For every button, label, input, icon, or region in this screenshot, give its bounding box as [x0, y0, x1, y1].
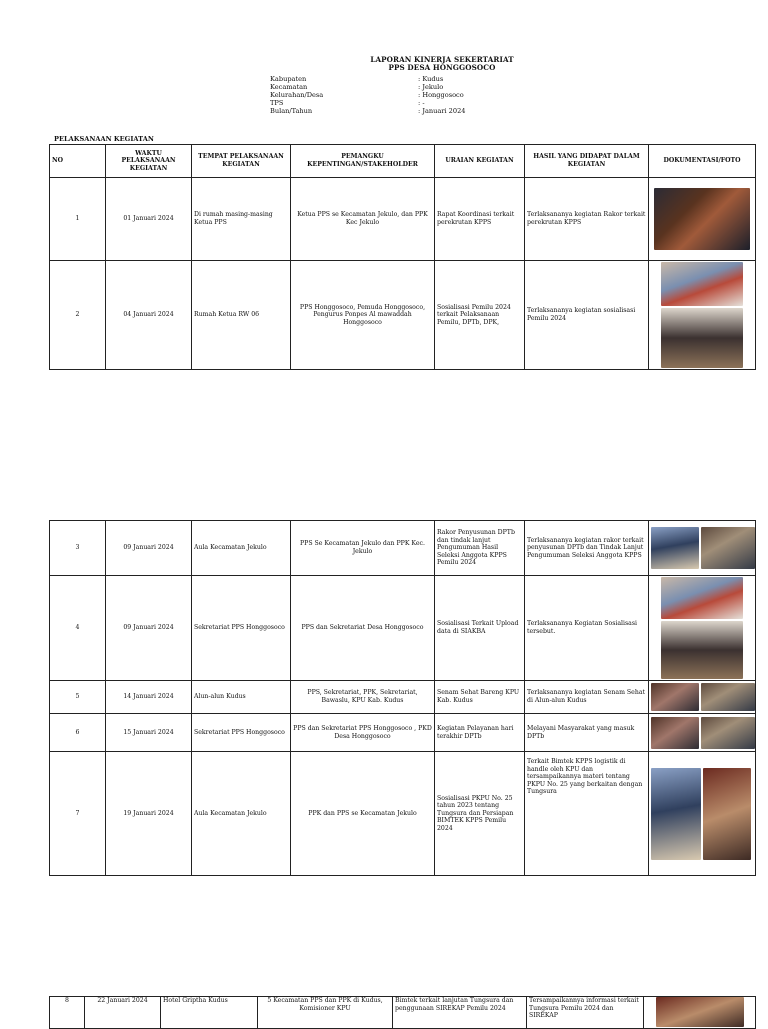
- meta-value-kabupaten: : Kudus: [418, 75, 444, 83]
- cell-waktu: 19 Januari 2024: [106, 752, 192, 876]
- cell-hasil: Terlaksananya kegiatan Rakor terkait perekrutan KPPS: [525, 178, 649, 261]
- audience-photo: [701, 527, 755, 569]
- cell-uraian: Sosialisasi PKPU No. 25 tahun 2023 tentang Tungsura dan Persiapan BIMTEK KPPS Pemilu 2024: [435, 752, 525, 876]
- hotel-hall-photo: [656, 997, 744, 1027]
- cell-no: 1: [50, 178, 106, 261]
- cell-hasil: Melayani Masyarakat yang masuk DPTb: [525, 714, 649, 752]
- cell-pemangku: PPK dan PPS se Kecamatan Jekulo: [291, 752, 435, 876]
- cell-tempat: Aula Kecamatan Jekulo: [192, 752, 291, 876]
- outdoor-group-photo: [661, 577, 743, 619]
- header-uraian: URAIAN KEGIATAN: [435, 145, 525, 178]
- video-call-meeting-photo: [654, 188, 750, 250]
- report-subtitle: PPS DESA HONGGOSOCO: [388, 63, 496, 72]
- crowd-photo: [701, 683, 755, 711]
- cell-uraian: Rapat Koordinasi terkait perekrutan KPPS: [435, 178, 525, 261]
- cell-dokumentasi: [649, 576, 756, 681]
- cell-pemangku: Ketua PPS se Kecamatan Jekulo, dan PPK Kec Jekulo: [291, 178, 435, 261]
- header-hasil: HASIL YANG DIDAPAT DALAM KEGIATAN: [525, 145, 649, 178]
- cell-uraian: Sosialisasi Terkait Upload data di SIAKBA: [435, 576, 525, 681]
- cell-pemangku: PPS Honggosoco, Pemuda Honggosoco, Pengurus Ponpes Al mawaddah Honggosoco: [291, 261, 435, 370]
- cell-no: 8: [50, 997, 85, 1029]
- cell-waktu: 04 Januari 2024: [106, 261, 192, 370]
- cell-waktu: 22 Januari 2024: [85, 997, 161, 1029]
- table-row: [50, 178, 756, 261]
- cell-no: 4: [50, 576, 106, 681]
- meta-value-tps: : -: [418, 99, 425, 107]
- cell-dokumentasi: [649, 714, 756, 752]
- meta-key-kelurahan: Kelurahan/Desa: [270, 91, 324, 99]
- cell-waktu: 15 Januari 2024: [106, 714, 192, 752]
- activity-table-part-3: [49, 996, 756, 1029]
- cell-dokumentasi: [649, 681, 756, 714]
- cell-waktu: 14 Januari 2024: [106, 681, 192, 714]
- meta-value-kelurahan: : Honggosoco: [418, 91, 464, 99]
- seated-women-photo: [661, 308, 743, 368]
- table-row: [50, 261, 756, 370]
- meta-key-tps: TPS: [270, 99, 284, 107]
- service-desk-photo: [651, 717, 699, 749]
- cell-waktu: 09 Januari 2024: [106, 576, 192, 681]
- cell-pemangku: PPS dan Sekretariat Desa Honggosoco: [291, 576, 435, 681]
- crowd-photo: [651, 683, 699, 711]
- header-dokumentasi: DOKUMENTASI/FOTO: [649, 145, 756, 178]
- table-header-row: [50, 145, 756, 178]
- cell-pemangku: PPS dan Sekretariat PPS Honggosoco , PKD Desa Honggosoco: [291, 714, 435, 752]
- cell-uraian: Sosialisasi Pemilu 2024 terkait Pelaksanaan Pemilu, DPTb, DPK,: [435, 261, 525, 370]
- cell-no: 5: [50, 681, 106, 714]
- cell-tempat: Hotel Griptha Kudus: [161, 997, 258, 1029]
- table-row: [50, 752, 756, 876]
- table-row: [50, 576, 756, 681]
- cell-tempat: Sekretariat PPS Honggosoco: [192, 714, 291, 752]
- cell-dokumentasi: [649, 261, 756, 370]
- cell-tempat: Aula Kecamatan Jekulo: [192, 521, 291, 576]
- audience-photo: [703, 768, 751, 860]
- cell-hasil: Terlaksananya Kegiatan Sosialisasi tersebut.: [525, 576, 649, 681]
- cell-hasil: Terlaksananya kegiatan Senam Sehat di Alun-alun Kudus: [525, 681, 649, 714]
- meeting-hall-photo: [651, 527, 699, 569]
- cell-hasil: Terlaksananya kegiatan sosialisasi Pemilu 2024: [525, 261, 649, 370]
- cell-dokumentasi: [649, 521, 756, 576]
- cell-hasil: Terkait Bimtek KPPS logistik di handle oleh KPU dan tersampaikannya materi tentang PKPU No. 25 yang berkaitan dengan Tungsura: [525, 752, 649, 876]
- activity-table-part-1: [49, 144, 756, 370]
- cell-uraian: Kegiatan Pelayanan hari terakhir DPTb: [435, 714, 525, 752]
- table-row: [50, 681, 756, 714]
- cell-waktu: 01 Januari 2024: [106, 178, 192, 261]
- header-waktu: WAKTU PELAKSANAAN KEGIATAN: [106, 145, 192, 178]
- presentation-photo: [651, 768, 701, 860]
- cell-pemangku: 5 Kecamatan PPS dan PPK di Kudus, Komisioner KPU: [258, 997, 393, 1029]
- cell-no: 7: [50, 752, 106, 876]
- cell-hasil: Tersampaikannya informasi terkait Tungsura Pemilu 2024 dan SIREKAP: [527, 997, 644, 1029]
- cell-dokumentasi: [649, 752, 756, 876]
- header-tempat: TEMPAT PELAKSANAAN KEGIATAN: [192, 145, 291, 178]
- cell-tempat: Rumah Ketua RW 06: [192, 261, 291, 370]
- cell-tempat: Di rumah masing-masing Ketua PPS: [192, 178, 291, 261]
- header-pemangku: PEMANGKU KEPENTINGAN/STAKEHOLDER: [291, 145, 435, 178]
- header-no: NO: [50, 145, 106, 178]
- outdoor-group-photo: [661, 262, 743, 306]
- activity-table-part-2: [49, 520, 756, 876]
- section-heading: PELAKSANAAN KEGIATAN: [54, 135, 154, 143]
- report-title: LAPORAN KINERJA SEKERTARIAT: [370, 55, 514, 64]
- meta-value-bulan: : Januari 2024: [418, 107, 466, 115]
- cell-uraian: Rakor Penyusunan DPTb dan tindak lanjut Pengumuman Hasil Seleksi Anggota KPPS Pemilu 2024: [435, 521, 525, 576]
- meta-key-kecamatan: Kecamatan: [270, 83, 308, 91]
- meta-key-bulan: Bulan/Tahun: [270, 107, 313, 115]
- table-row: [50, 521, 756, 576]
- cell-tempat: Alun-alun Kudus: [192, 681, 291, 714]
- cell-uraian: Senam Sehat Bareng KPU Kab. Kudus: [435, 681, 525, 714]
- cell-no: 3: [50, 521, 106, 576]
- cell-no: 6: [50, 714, 106, 752]
- meta-value-kecamatan: : Jekulo: [418, 83, 444, 91]
- cell-no: 2: [50, 261, 106, 370]
- cell-waktu: 09 Januari 2024: [106, 521, 192, 576]
- cell-pemangku: PPS Se Kecamatan Jekulo dan PPK Kec. Jekulo: [291, 521, 435, 576]
- service-desk-photo: [701, 717, 755, 749]
- seated-women-photo: [661, 621, 743, 679]
- cell-tempat: Sekretariat PPS Honggosoco: [192, 576, 291, 681]
- cell-hasil: Terlaksananya kegiatan rakor terkait penyusunan DPTb dan Tindak Lanjut Pengumuman Seleksi Anggota KPPS: [525, 521, 649, 576]
- cell-pemangku: PPS, Sekretariat, PPK, Sekretariat, Bawaslu, KPU Kab. Kudus: [291, 681, 435, 714]
- cell-uraian: Bimtek terkait lanjutan Tungsura dan penggunaan SIREKAP Pemilu 2024: [393, 997, 527, 1029]
- meta-key-kabupaten: Kabupaten: [270, 75, 307, 83]
- table-row: [50, 714, 756, 752]
- cell-dokumentasi: [649, 178, 756, 261]
